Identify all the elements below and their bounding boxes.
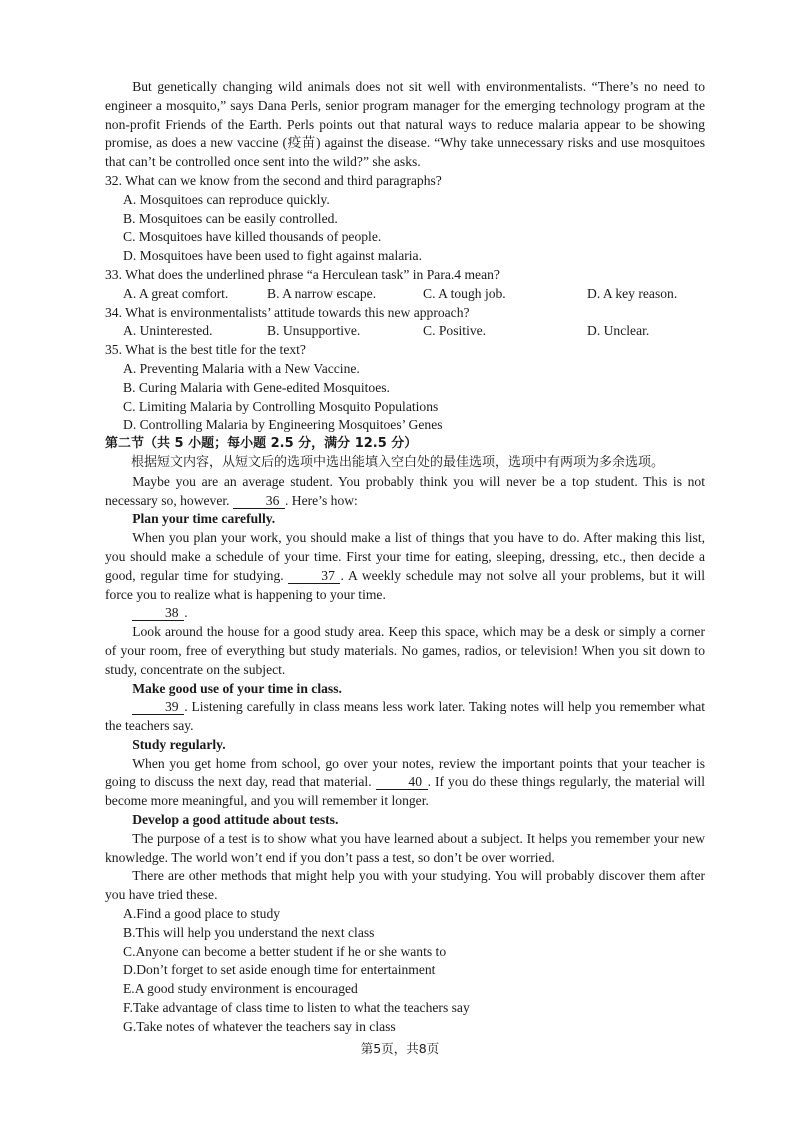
subheading-class-time: Make good use of your time in class.	[132, 680, 342, 696]
blank-36: 36	[233, 493, 285, 509]
cloze-paragraph-2	[105, 529, 705, 604]
option-b: B. Unsupportive.	[267, 323, 361, 339]
cloze-paragraph-4: Look around the house for a good study area. Keep this space, which may be a desk or simply a corner of your room, free of everything but study materials. No games, radios, or television! When you sit down to study, concentrate on the subject.	[105, 624, 705, 677]
option-a: A. Preventing Malaria with a New Vaccine.	[123, 360, 360, 376]
question-33	[105, 266, 705, 304]
question-stem: 33. What does the underlined phrase “a Herculean task” in Para.4 mean?	[105, 266, 500, 282]
option-d: D. Mosquitoes have been used to fight against malaria.	[123, 248, 422, 264]
options-row	[105, 285, 705, 304]
page-number: 第5页，共8页	[360, 1041, 440, 1056]
question-35	[105, 341, 705, 435]
cloze-paragraph-6	[105, 755, 705, 811]
option-a: A. Uninterested.	[123, 323, 213, 339]
text-segment: . A weekly schedule may not solve all your problems, but it will force you to realize what is happening to your time.	[105, 567, 705, 602]
blank-38: 38	[132, 605, 184, 621]
text-segment: . Listening carefully in class means less work later. Taking notes will help you remember what the teachers say.	[105, 699, 705, 734]
text-segment: .	[184, 605, 188, 621]
option-c: C. Limiting Malaria by Controlling Mosquito Populations	[123, 398, 439, 414]
option-c: C. Positive.	[423, 323, 487, 339]
choice-d: D.Don’t forget to set aside enough time for entertainment	[123, 962, 436, 978]
option-b: B. Curing Malaria with Gene-edited Mosquitoes.	[123, 379, 390, 395]
option-b: B. A narrow escape.	[267, 285, 377, 301]
cloze-paragraph-7: The purpose of a test is to show what you have learned about a subject. It helps you remember your new knowledge. The world won’t end if you don’t pass a test, so don’t be over worried.	[105, 830, 705, 865]
text-segment: Maybe you are an average student. You probably think you will never be a top student. This is not necessary so, however.	[105, 473, 705, 508]
choice-e: E.A good study environment is encouraged	[123, 981, 358, 997]
choice-c: C.Anyone can become a better student if he or she wants to	[123, 943, 447, 959]
text-segment: . Here’s how:	[284, 492, 358, 508]
option-a: A. A great comfort.	[123, 285, 229, 301]
question-stem: 34. What is environmentalists’ attitude towards this new approach?	[105, 304, 470, 320]
choice-b: B.This will help you understand the next class	[123, 924, 375, 940]
options-row	[105, 322, 705, 341]
blank-39: 39	[132, 699, 184, 715]
passage-paragraph: But genetically changing wild animals does not sit well with environmentalists. “There’s no need to engineer a mosquito,” says Dana Perls, senior program manager for the emerging technology program at the non-profit Friends of the Earth. Perls points out that natural ways to reduce malaria appear to be showing promise, as does a new vaccine (疫苗) against the disease. “Why take unnecessary risks and use mosquitoes that can’t be controlled once sent into the wild?” she asks.	[105, 79, 705, 170]
option-d: D. Unclear.	[587, 323, 650, 339]
option-d: D. Controlling Malaria by Engineering Mosquitoes’ Genes	[123, 417, 443, 433]
subheading-attitude-tests: Develop a good attitude about tests.	[132, 812, 339, 828]
cloze-paragraph-8: There are other methods that might help you with your studying. You will probably discover them after you have tried these.	[105, 868, 705, 903]
cloze-paragraph-5	[105, 698, 705, 736]
text-segment: . If you do these things regularly, the material will become more meaningful, and you will remember it longer.	[105, 774, 705, 809]
option-d: D. A key reason.	[587, 285, 678, 301]
cloze-paragraph-1	[105, 473, 705, 511]
blank-37: 37	[288, 568, 340, 584]
question-stem: 32. What can we know from the second and third paragraphs?	[105, 172, 442, 188]
text-segment: When you get home from school, go over your notes, review the important points that your teacher is going to discuss the next day, read that material.	[105, 755, 705, 790]
question-34	[105, 304, 705, 342]
option-a: A. Mosquitoes can reproduce quickly.	[123, 191, 330, 207]
option-c: C. Mosquitoes have killed thousands of people.	[123, 229, 382, 245]
choice-f: F.Take advantage of class time to listen to what the teachers say	[123, 1000, 470, 1016]
section-instruction: 根据短文内容，从短文后的选项中选出能填入空白处的最佳选项，选项中有两项为多余选项。	[131, 454, 665, 470]
subheading-plan-time: Plan your time carefully.	[132, 511, 276, 527]
option-b: B. Mosquitoes can be easily controlled.	[123, 210, 338, 226]
cloze-paragraph-3	[105, 604, 705, 623]
text-segment: When you plan your work, you should make a list of things that you have to do. After making this list, you should make a schedule of your time. First your time for eating, sleeping, dressing, etc., then decide a good, regular time for studying.	[105, 530, 705, 583]
blank-40: 40	[376, 774, 428, 790]
choice-list	[105, 905, 705, 1037]
question-32	[105, 172, 705, 266]
choice-a: A.Find a good place to study	[123, 906, 281, 922]
option-c: C. A tough job.	[423, 285, 506, 301]
choice-g: G.Take notes of whatever the teachers say in class	[123, 1018, 396, 1034]
subheading-study-regularly: Study regularly.	[132, 736, 226, 752]
section-heading: 第二节（共 5 小题；每小题 2.5 分，满分 12.5 分）	[105, 436, 418, 452]
question-stem: 35. What is the best title for the text?	[105, 342, 306, 358]
